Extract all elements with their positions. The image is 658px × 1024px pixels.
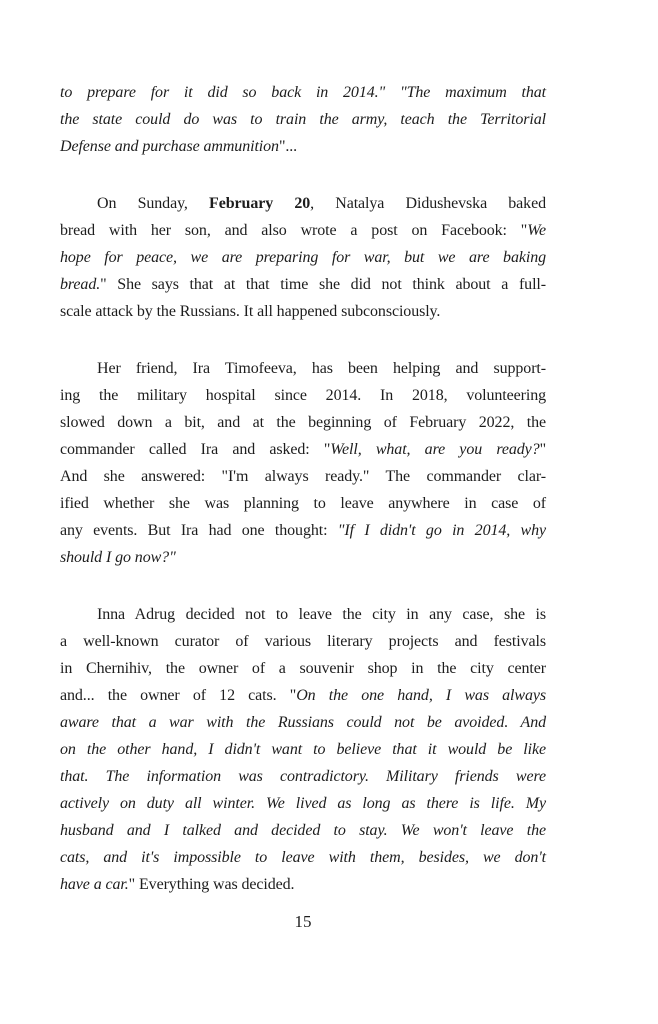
text-line: [60, 133, 546, 160]
text-line: [60, 682, 546, 709]
paragraph: [60, 79, 546, 160]
text-segment: hope for peace, we are preparing for war, but we are baking: [60, 249, 546, 266]
text-segment: the state could do was to train the army, teach the Territorial: [60, 111, 546, 128]
text-segment: husband and I talked and decided to stay. We won't leave the: [60, 822, 546, 839]
text-line: [60, 655, 546, 682]
text-line: [60, 790, 546, 817]
text-segment: "If I didn't go in 2014, why: [337, 522, 546, 539]
text-segment: Her friend, Ira Timofeeva, has been helping and support-: [97, 360, 546, 377]
text-segment: to prepare for it did so back in 2014." "The maximum that: [60, 84, 546, 101]
text-line: [60, 436, 546, 463]
text-line: [60, 244, 546, 271]
text-segment: We: [527, 222, 546, 239]
text-segment: scale attack by the Russians. It all happened subconsciously.: [60, 303, 441, 320]
text-line: [60, 709, 546, 736]
text-segment: should I go now?": [60, 549, 176, 566]
text-segment: Defense and purchase ammunition: [60, 138, 279, 155]
text-segment: Inna Adrug decided not to leave the city in any case, she is: [97, 606, 546, 623]
text-line: [60, 355, 546, 382]
text-segment: a well-known curator of various literary projects and festivals: [60, 633, 546, 650]
text-segment: aware that a war with the Russians could not be avoided. And: [60, 714, 546, 731]
page-number: 15: [294, 912, 312, 931]
text-segment: ing the military hospital since 2014. In 2018, volunteering: [60, 387, 546, 404]
text-segment: February 20: [209, 195, 311, 212]
text-segment: On the one hand, I was always: [296, 687, 546, 704]
text-line: [60, 736, 546, 763]
text-segment: actively on duty all winter. We lived as long as there is life. My: [60, 795, 546, 812]
text-line: [60, 517, 546, 544]
text-segment: And she answered: "I'm always ready." The commander clar-: [60, 468, 546, 485]
text-segment: and... the owner of 12 cats. ": [60, 687, 297, 704]
text-segment: bread with her son, and also wrote a post on Facebook: ": [60, 222, 528, 239]
paragraph: [60, 190, 546, 325]
text-line: [60, 409, 546, 436]
text-segment: in Chernihiv, the owner of a souvenir shop in the city center: [60, 660, 546, 677]
text-line: [60, 817, 546, 844]
text-line: [60, 463, 546, 490]
text-segment: " She says that at that time she did not think about a full-: [100, 276, 546, 293]
text-line: [60, 79, 546, 106]
text-segment: ": [539, 441, 547, 458]
paragraph: [60, 355, 546, 571]
page-text: [60, 79, 546, 898]
text-segment: any events. But Ira had one thought:: [60, 522, 338, 539]
text-line: [60, 871, 546, 898]
text-line: [60, 190, 546, 217]
text-segment: commander called Ira and asked: ": [60, 441, 331, 458]
text-segment: on the other hand, I didn't want to believe that it would be like: [60, 741, 546, 758]
text-segment: " Everything was decided.: [128, 876, 295, 893]
text-line: [60, 628, 546, 655]
text-segment: On Sunday,: [97, 195, 210, 212]
text-segment: slowed down a bit, and at the beginning of February 2022, the: [60, 414, 546, 431]
text-line: [60, 763, 546, 790]
text-line: [60, 544, 546, 571]
text-segment: Well, what, are you ready?: [330, 441, 540, 458]
text-segment: that. The information was contradictory. Military friends were: [60, 768, 546, 785]
text-segment: , Natalya Didushevska baked: [310, 195, 546, 212]
text-segment: have a car.: [60, 876, 129, 893]
text-line: [60, 271, 546, 298]
text-line: [60, 844, 546, 871]
text-line: [60, 490, 546, 517]
text-segment: bread.: [60, 276, 101, 293]
text-segment: "...: [278, 138, 298, 155]
text-segment: cats, and it's impossible to leave with them, besides, we don't: [60, 849, 546, 866]
text-line: [60, 106, 546, 133]
text-line: [60, 382, 546, 409]
text-segment: ified whether she was planning to leave anywhere in case of: [60, 495, 546, 512]
text-line: [60, 217, 546, 244]
text-line: [60, 298, 546, 325]
paragraph: [60, 601, 546, 898]
text-line: [60, 601, 546, 628]
